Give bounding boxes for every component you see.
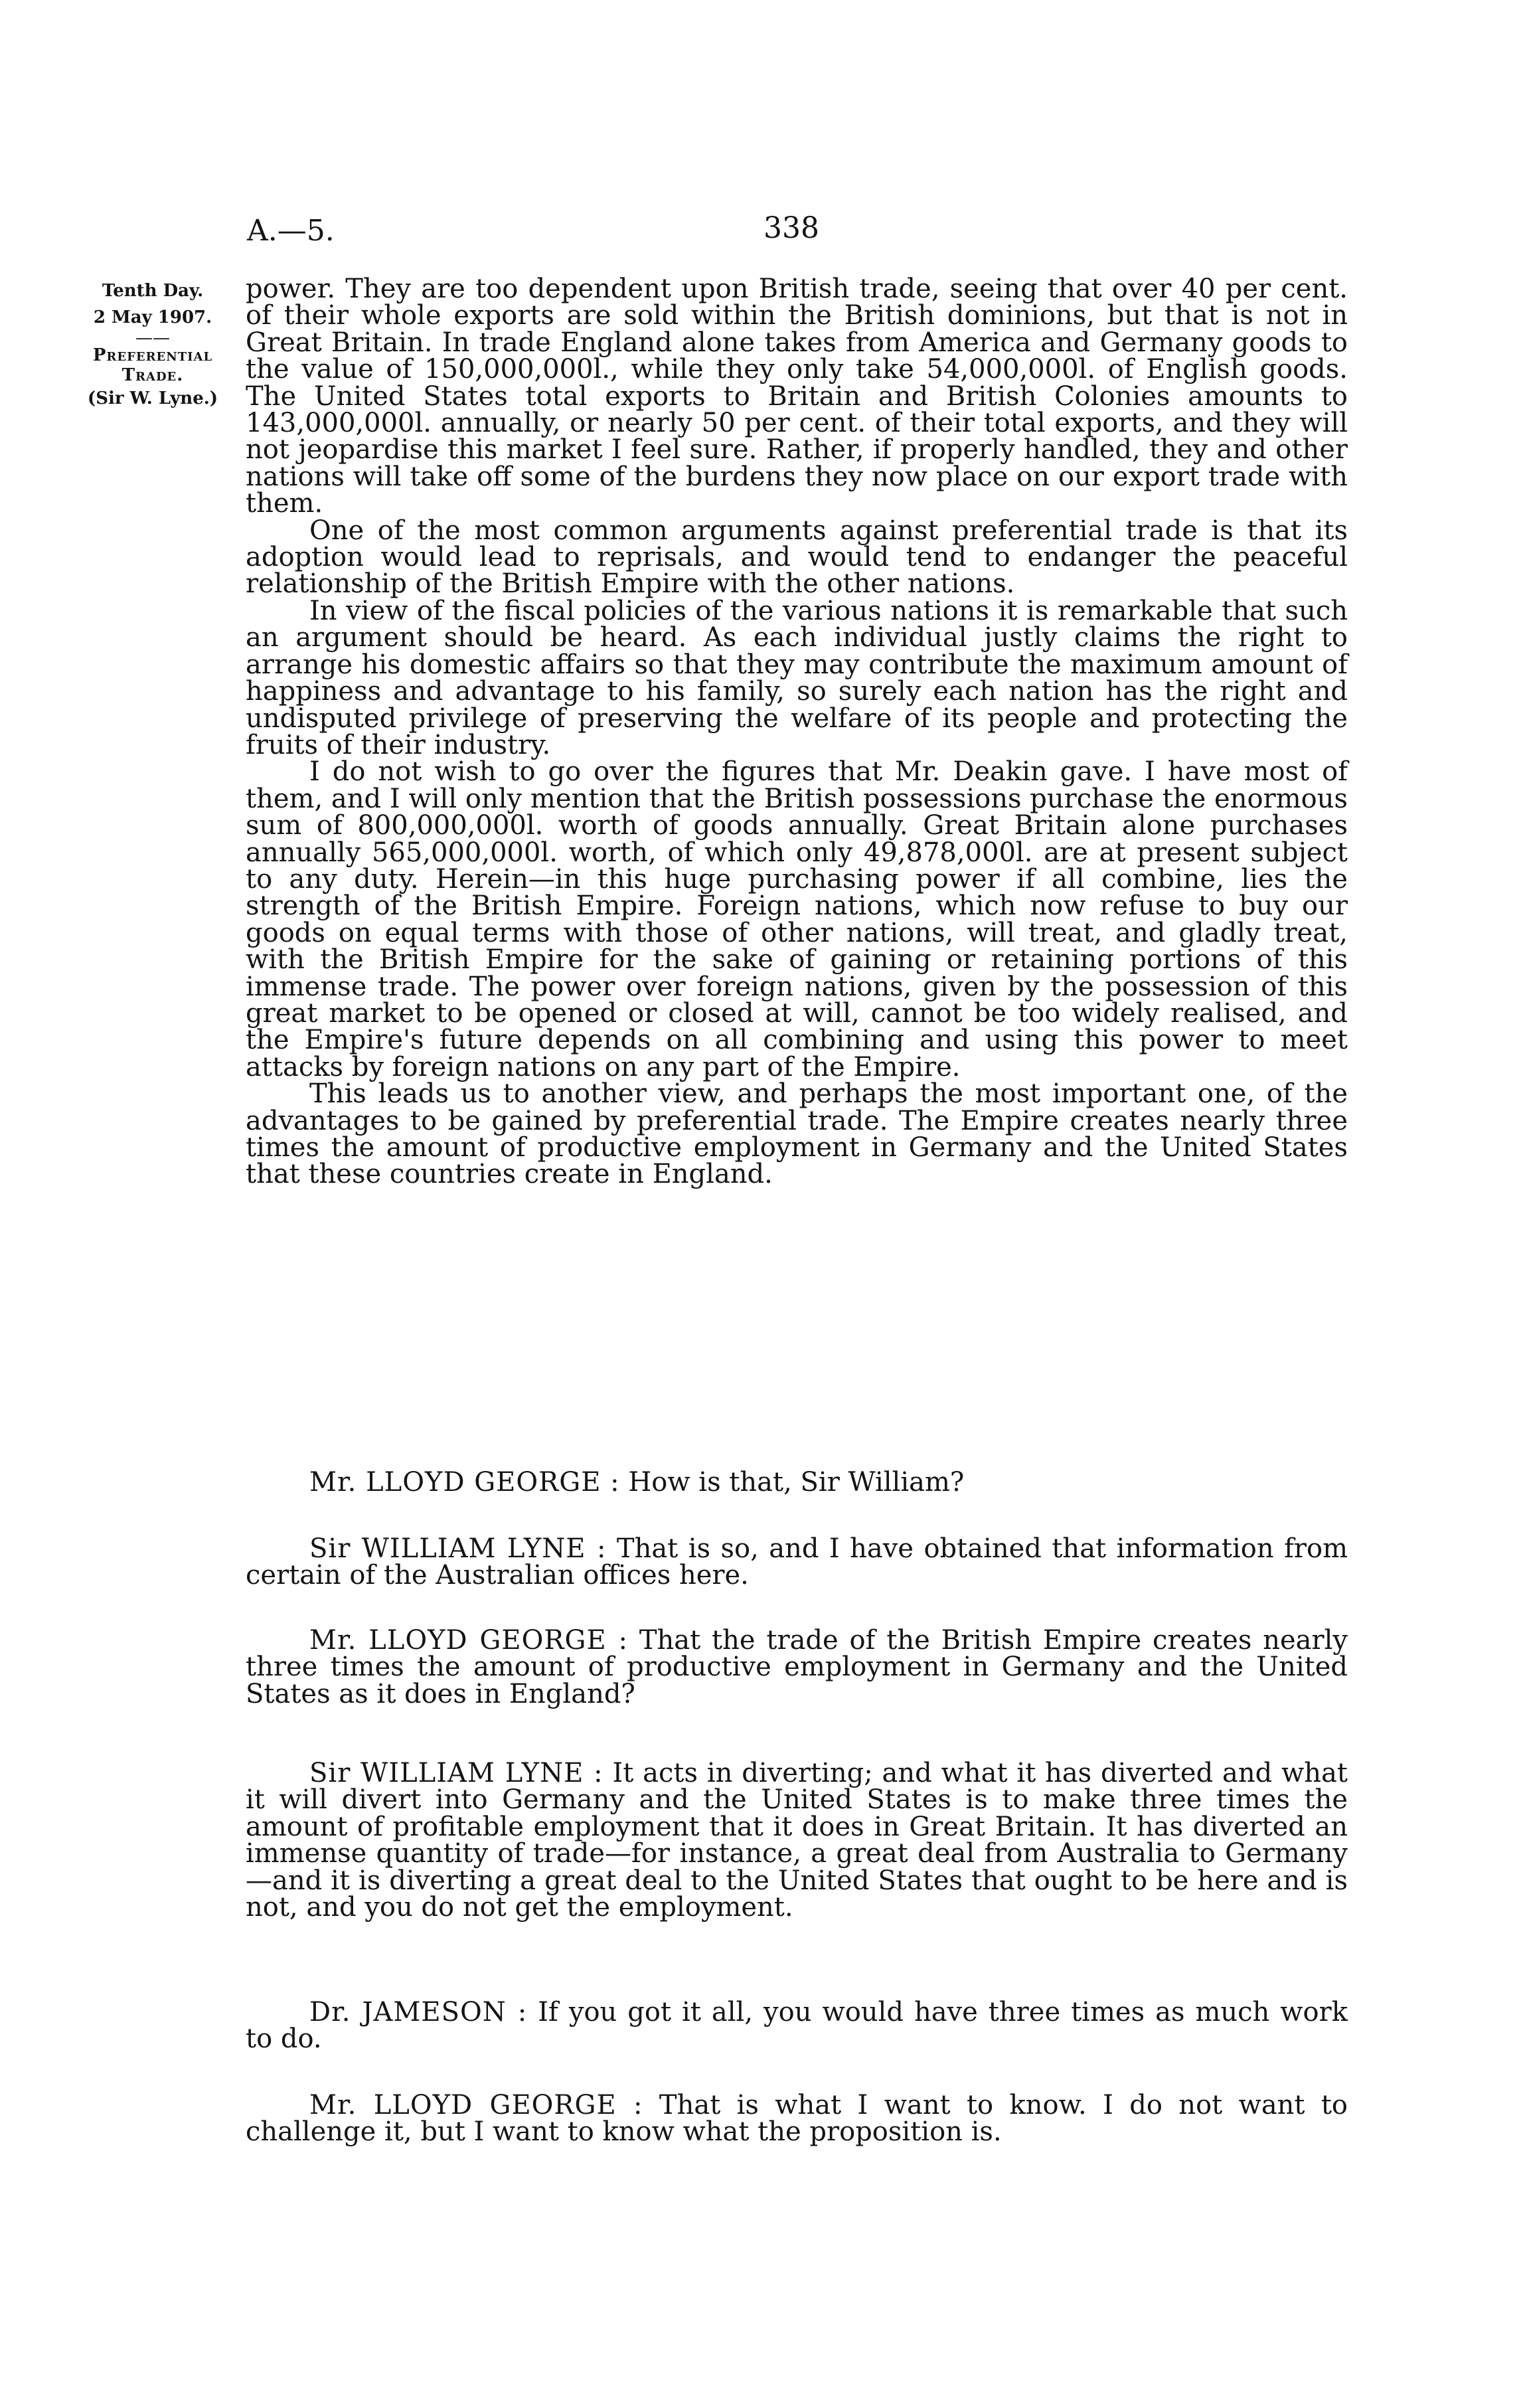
section-reference: A.—5. [247, 214, 335, 248]
dialogue-text: How is that, Sir William? [628, 1467, 965, 1498]
page-number: 338 [763, 211, 819, 245]
paragraph: In view of the fiscal policies of the various nations it is remarkable that such an argument should be heard. As each individual justly claims the right to arrange his domestic affairs so that they may contribute the maximum amount of happiness and advantage to his family, so surely each nation has the right and undisputed privilege of preserving the welfare of its people and protecting the fruits of their industry. [246, 595, 1348, 760]
dialogue-entry [246, 1469, 1348, 1496]
paragraph: One of the most common arguments against preferential trade is that its adoption would lead to reprisals, and would tend to endanger the peaceful relationship of the British Empire with the other nations. [246, 515, 1348, 600]
dialogue-entry [246, 1627, 1348, 1707]
paragraph: I do not wish to go over the figures that Mr. Deakin gave. I have most of them, and I will only mention that the British possessions purchase the enormous sum of 800,000,000l. worth of goods annually. Great Britain alone purchases annually 565,000,000l. worth, of which only 49,878,000l. are at present subject to any duty. Herein—in this huge purchasing power if all combine, lies the strength of the British Empire. Foreign nations, which now refuse to buy our goods on equal terms with those of other nations, will treat, and gladly treat, with the British Empire for the sake of gaining or retaining portions of this immense trade. The power over foreign nations, given by the possession of this great market to be opened or closed at will, cannot be too widely realised, and the Empire's future depends on all combining and using this power to meet attacks by foreign nations on any part of the Empire. [246, 756, 1348, 1082]
paragraph: This leads us to another view, and perhaps the most important one, of the advantages to be gained by preferential trade. The Empire creates nearly three times the amount of productive employment in Germany and the United States that these countries create in England. [246, 1078, 1348, 1190]
margin-note [73, 278, 232, 412]
margin-date: 2 May 1907. [93, 307, 212, 327]
speaker-name: Mr. LLOYD GEORGE : [309, 2090, 643, 2120]
speech-body [246, 276, 1348, 1188]
dialogue-entry [246, 1999, 1348, 2053]
paragraph: power. They are too dependent upon British trade, seeing that over 40 per cent. of their whole exports are sold within the British dominions, but that is not in Great Britain. In trade England alone takes from America and Germany goods to the value of 150,000,000l., while they only take 54,000,000l. of English goods. The United States total exports to Britain and British Colonies amounts to 143,000,000l. annually, or nearly 50 per cent. of their total exports, and they will not jeopardise this market I feel sure. Rather, if properly handled, they and other nations will take off some of the burdens they now place on our export trade with them. [246, 274, 1348, 519]
speaker-name: Mr. LLOYD GEORGE : [309, 1467, 620, 1498]
dialogue-text: If you got it all, you would have three times as much work to do. [246, 1997, 1348, 2055]
dialogue-text: That is what I want to know. I do not want to challenge it, but I want to know what the proposition is. [246, 2090, 1348, 2148]
margin-day: Tenth Day. [102, 281, 204, 301]
speaker-name: Sir WILLIAM LYNE : [309, 1758, 603, 1788]
dialogue-entry [246, 2092, 1348, 2146]
dialogue-entry [246, 1535, 1348, 1589]
speaker-name: Sir WILLIAM LYNE : [309, 1533, 607, 1564]
margin-speaker: (Sir W. Lyne.) [87, 388, 218, 408]
speaker-name: Dr. JAMESON : [309, 1997, 528, 2027]
dialogue-entry [246, 1760, 1348, 1921]
margin-topic-line1: Preferential [92, 345, 213, 365]
margin-separator: —— [135, 328, 170, 348]
dialogue-text: That the trade of the British Empire creates nearly three times the amount of productive employment in Germany and the United States as it does in England? [246, 1625, 1348, 1709]
dialogue-text: That is so, and I have obtained that information from certain of the Australian offices here. [246, 1533, 1348, 1591]
margin-topic-line2: Trade. [121, 365, 184, 385]
speaker-name: Mr. LLOYD GEORGE : [309, 1625, 628, 1656]
dialogue-text: It acts in diverting; and what it has diverted and what it will divert into Germany and the United States is to make three times the amount of profitable employment that it does in Great Britain. It has diverted an immense quantity of trade—for instance, a great deal from Australia to Germany—and it is diverting a great deal to the United States that ought to be here and is not, and you do not get the employment. [246, 1758, 1348, 1923]
